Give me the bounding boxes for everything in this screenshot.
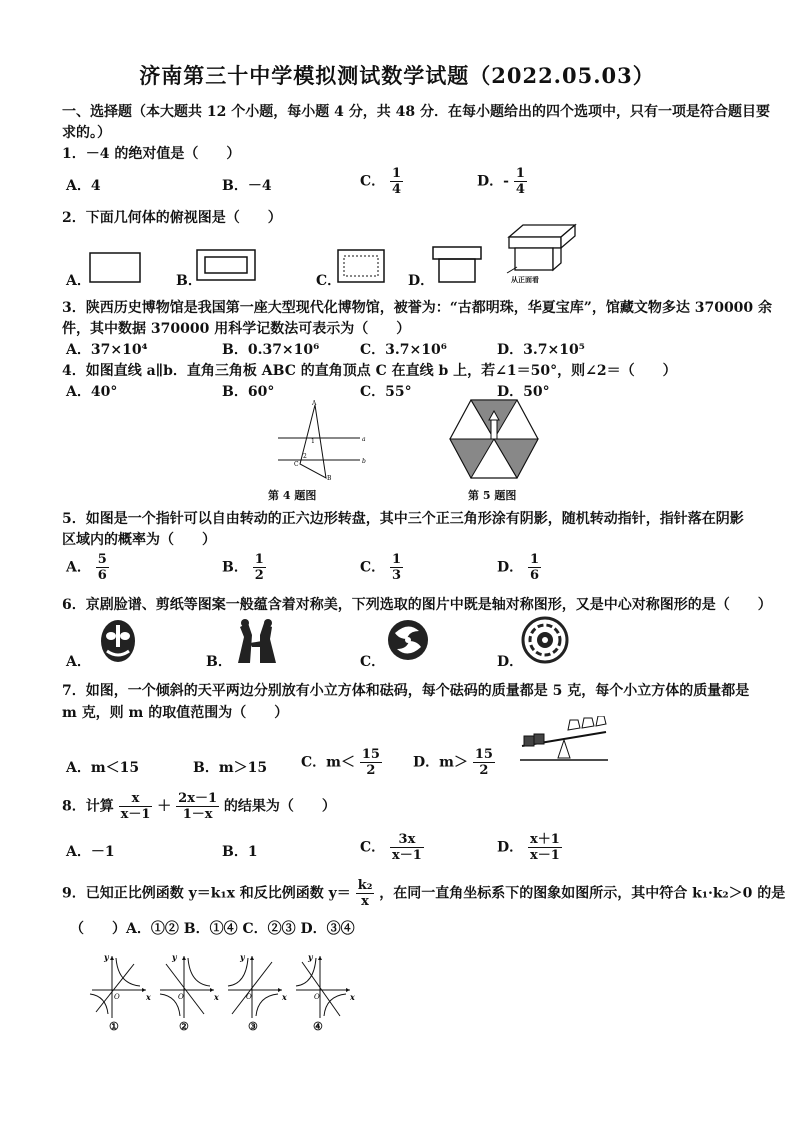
q5-option-d-fraction: [528, 552, 541, 583]
q6-option-c: C．: [360, 654, 386, 670]
q2-figure-d: [430, 243, 490, 288]
q6-papercut-figures-image: [230, 617, 282, 667]
q5-option-d: [497, 552, 541, 583]
q2-stem: 2．下面几何体的俯视图是（ ）: [62, 210, 282, 226]
section-heading-line2: 求的。）: [62, 125, 111, 141]
q8-option-b: B．1: [222, 844, 258, 860]
q4-figure: [270, 400, 370, 482]
q6-stem: 6．京剧脸谱、剪纸等图案一般蕴含着对称美，下列选取的图片中既是轴对称图形，又是中心对称图形的是（ ）: [62, 597, 772, 613]
svg-text:B: B: [327, 475, 332, 482]
q2-figure-c: [334, 247, 389, 287]
q8-stem-suffix: 的结果为（ ）: [223, 798, 336, 815]
q9-stem-line2: （ ）A．①② B．①④ C．②③ D．③④: [70, 921, 355, 937]
section-heading-line1: 一、选择题（本大题共 12 个小题，每小题 4 分，共 48 分．在每小题给出的四个选项中，只有一项是符合题目要: [62, 104, 770, 120]
q8-plus: ＋: [157, 798, 172, 815]
q8-f1-num: x: [119, 791, 153, 807]
q5-option-b: [222, 552, 266, 583]
q1-d-num: 1: [515, 166, 525, 181]
q2-front-view-label: 从正面看: [511, 275, 539, 284]
q9-axis-y-label-4: y: [308, 952, 313, 962]
q1-c-num: 1: [392, 166, 402, 181]
svg-text:a: a: [362, 436, 366, 443]
q3-option-b: B．0.37×10⁶: [222, 342, 320, 358]
svg-text:A: A: [312, 400, 317, 407]
svg-text:b: b: [362, 458, 366, 465]
q9-origin-2: O: [178, 993, 184, 1001]
q6-option-d: D．: [497, 654, 524, 670]
q7-d-den: 2: [479, 763, 489, 778]
q4-figure-caption: 第 4 题图: [268, 489, 317, 502]
q5-d-den: 6: [530, 568, 540, 583]
q5-b-num: 1: [254, 552, 264, 567]
q2-option-c: C．: [316, 273, 342, 289]
q9-graph-1-label: ①: [109, 1020, 119, 1033]
q9-axis-y-label-3: y: [240, 952, 245, 962]
q5-option-a: [66, 552, 109, 583]
q8-f2-num: 2x－1: [178, 791, 218, 806]
q9-axis-x-label-1: x: [146, 992, 151, 1002]
q7-balance-figure: [518, 716, 610, 768]
q3-option-d: D．3.7×10⁵: [497, 342, 585, 358]
q4-option-b: B．60°: [222, 384, 275, 400]
q8-f1-den: x－1: [120, 807, 151, 822]
q5-option-c: [360, 552, 403, 583]
q6-option-a: A．: [66, 654, 91, 670]
q7-option-d-fraction: [473, 747, 495, 778]
q4-option-d: D．50°: [497, 384, 550, 400]
q5-c-den: 3: [392, 568, 402, 583]
q1-c-den: 4: [392, 182, 402, 197]
q3-stem-line1: 3．陕西历史博物馆是我国第一座大型现代化博物馆，被誉为：“古都明珠，华夏宝库”，馆藏文物多达 370000 余: [62, 300, 773, 316]
q9-graph-1: [90, 956, 146, 1018]
q5-b-den: 2: [254, 568, 264, 583]
q5-a-num: 5: [97, 552, 107, 567]
q7-option-d-label: D．m＞: [413, 754, 468, 771]
q8-f2-den: 1－x: [182, 807, 213, 822]
q2-option-a: A．: [66, 273, 91, 289]
q8-fraction-2: [176, 791, 219, 822]
q1-option-d: [477, 166, 527, 197]
q9-axis-x-label-3: x: [282, 992, 287, 1002]
q5-figure: [448, 398, 540, 482]
q2-solid-figure: [503, 219, 583, 285]
q2-figure-b: [193, 247, 263, 287]
q2-option-b: B．: [176, 273, 202, 289]
q9-origin-4: O: [314, 993, 320, 1001]
q7-option-c: [301, 747, 382, 778]
q9-graph-3: [228, 956, 282, 1018]
q1-option-c: [360, 166, 403, 197]
q7-option-c-fraction: [360, 747, 382, 778]
q5-option-c-fraction: [390, 552, 403, 583]
q1-option-b: B．－4: [222, 178, 272, 194]
q9-graph-4: [296, 956, 350, 1018]
q8-fraction-1: [119, 791, 153, 822]
q4-stem: 4．如图直线 a∥b．直角三角板 ABC 的直角顶点 C 在直线 b 上，若∠1＝50°，则∠2＝（ ）: [62, 363, 677, 379]
q8-stem: [62, 791, 336, 822]
q5-option-b-fraction: [253, 552, 266, 583]
q9-origin-1: O: [114, 993, 120, 1001]
q9-stem-line1: [62, 878, 785, 909]
q1-option-d-fraction: [514, 166, 527, 197]
q8-option-a: A．－1: [66, 844, 115, 860]
q1-option-d-label: D．-: [477, 173, 509, 190]
q9-fraction: [356, 878, 375, 909]
q8-option-c: [360, 832, 424, 863]
q7-d-num: 15: [474, 747, 493, 762]
q5-figure-caption: 第 5 题图: [468, 489, 517, 502]
q9-f-num: k₂: [357, 878, 373, 893]
q1-option-c-label: C．: [360, 173, 386, 190]
q1-stem: 1．－4 的绝对值是（ ）: [62, 146, 241, 162]
q8-stem-prefix: 8．计算: [62, 798, 114, 815]
q2-figure-a: [85, 250, 145, 290]
q3-option-a: A．37×10⁴: [66, 342, 148, 358]
q9-graph-3-label: ③: [248, 1020, 258, 1033]
q5-stem-line1: 5．如图是一个指针可以自由转动的正六边形转盘，其中三个正三角形涂有阴影，随机转动指针，指针落在阴影: [62, 511, 744, 527]
q8-option-c-fraction: [390, 832, 424, 863]
q5-option-a-label: A．: [66, 559, 91, 576]
q8-option-d-fraction: [528, 832, 562, 863]
q9-axis-y-label-1: y: [104, 952, 109, 962]
q8-d-num: x＋1: [530, 832, 560, 847]
q7-c-num: 15: [361, 747, 380, 762]
q8-d-den: x－1: [530, 848, 560, 863]
q5-option-b-label: B．: [222, 559, 248, 576]
q9-stem-suffix: ，在同一直角坐标系下的图象如图所示，其中符合 k₁·k₂＞0 的是: [379, 885, 786, 902]
q3-stem-line2: 件，其中数据 370000 用科学记数法可表示为（ ）: [62, 321, 411, 337]
q5-a-den: 6: [97, 568, 107, 583]
q4-option-a: A．40°: [66, 384, 118, 400]
q9-graph-2: [160, 956, 214, 1018]
q8-option-d-label: D．: [497, 839, 524, 856]
q7-stem-line2: m 克，则 m 的取值范围为（ ）: [62, 705, 289, 721]
q6-opera-mask-image: [95, 617, 141, 665]
q6-option-b: B．: [206, 654, 232, 670]
q8-c-num: 3x: [390, 832, 424, 848]
q9-axis-y-label-2: y: [172, 952, 177, 962]
svg-text:2: 2: [303, 453, 307, 460]
q3-option-c: C．3.7×10⁶: [360, 342, 447, 358]
q2-option-d: D．: [408, 273, 435, 289]
svg-text:1: 1: [311, 438, 315, 445]
q7-option-c-label: C．m＜: [301, 754, 355, 771]
q7-c-den: 2: [366, 763, 376, 778]
q5-option-a-fraction: [96, 552, 109, 583]
q8-option-c-label: C．: [360, 839, 386, 856]
q9-f-den: x: [361, 894, 369, 909]
q7-option-a: A．m＜15: [66, 760, 140, 776]
q5-stem-line2: 区域内的概率为（ ）: [62, 532, 216, 548]
page-title: 济南第三十中学模拟测试数学试题（2022.05.03）: [139, 63, 655, 88]
q1-option-a: A．4: [66, 178, 101, 194]
q6-papercut-swirl-image: [385, 617, 431, 663]
q7-option-b: B．m＞15: [193, 760, 268, 776]
q9-graph-4-label: ④: [313, 1020, 323, 1033]
q8-c-den: x－1: [392, 848, 422, 863]
q9-stem-prefix: 9．已知正比例函数 y＝k₁x 和反比例函数 y＝: [62, 885, 351, 902]
q1-d-den: 4: [515, 182, 525, 197]
q7-option-d: [413, 747, 495, 778]
q5-c-num: 1: [392, 552, 402, 567]
q8-option-d: [497, 832, 562, 863]
q1-option-c-fraction: [390, 166, 403, 197]
q5-option-d-label: D．: [497, 559, 524, 576]
q5-option-c-label: C．: [360, 559, 386, 576]
q9-graph-2-label: ②: [179, 1020, 189, 1033]
q6-papercut-flower-image: [520, 615, 570, 665]
q9-origin-3: O: [246, 993, 252, 1001]
q4-option-c: C．55°: [360, 384, 412, 400]
svg-text:C: C: [294, 461, 299, 468]
q5-d-num: 1: [530, 552, 540, 567]
q7-stem-line1: 7．如图，一个倾斜的天平两边分别放有小立方体和砝码，每个砝码的质量都是 5 克，每个小立方体的质量都是: [62, 683, 750, 699]
q9-axis-x-label-2: x: [214, 992, 219, 1002]
q9-graphs: [88, 950, 368, 1030]
q9-axis-x-label-4: x: [350, 992, 355, 1002]
